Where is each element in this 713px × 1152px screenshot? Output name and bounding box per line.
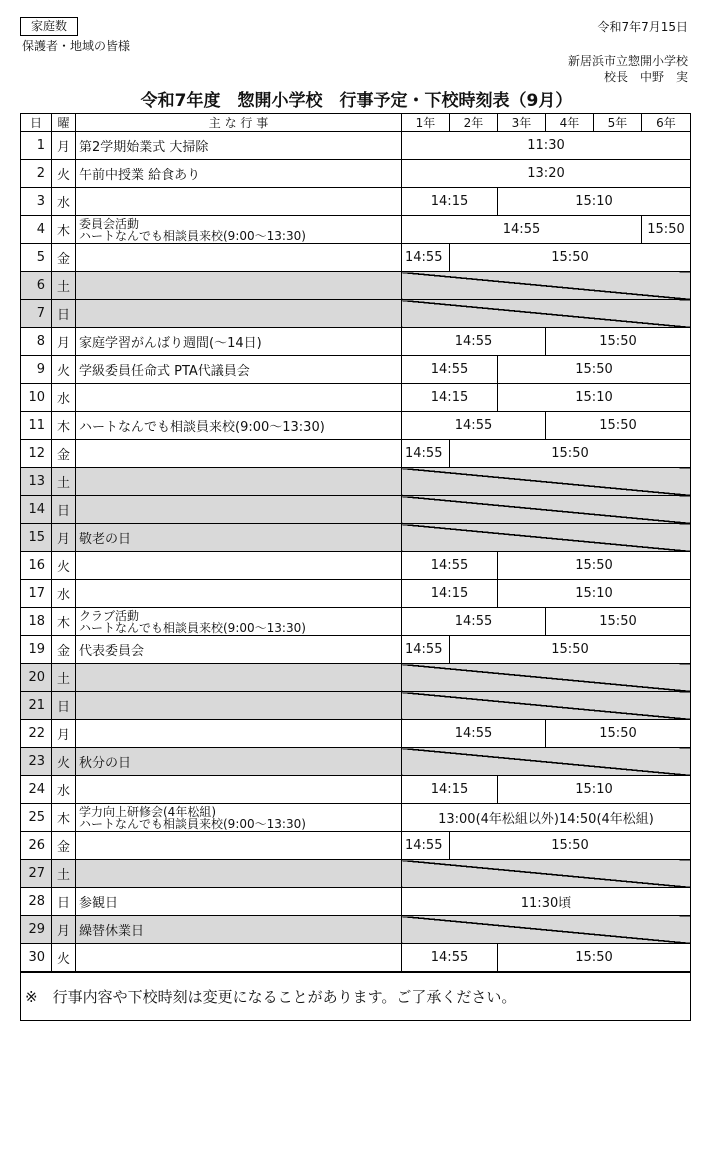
dismissal-time-cell: 14:55 bbox=[402, 356, 498, 384]
dismissal-time-cell: 14:55 bbox=[402, 412, 546, 440]
weekday-cell: 火 bbox=[52, 552, 76, 580]
day-cell: 26 bbox=[21, 832, 52, 860]
col-header-grade-6: 6年 bbox=[642, 114, 691, 132]
col-header-grade-4: 4年 bbox=[546, 114, 594, 132]
dismissal-time-cell: 13:00(4年松組以外)14:50(4年松組) bbox=[402, 804, 691, 832]
table-row bbox=[21, 412, 691, 440]
event-cell bbox=[76, 804, 402, 832]
dismissal-time-cell: 15:10 bbox=[498, 188, 691, 216]
day-cell: 20 bbox=[21, 664, 52, 692]
table-row bbox=[21, 188, 691, 216]
dismissal-time-cell: 15:50 bbox=[450, 832, 691, 860]
dismissal-time-cell: 15:50 bbox=[546, 608, 691, 636]
dismissal-time-cell: 11:30 bbox=[402, 132, 691, 160]
table-row bbox=[21, 244, 691, 272]
dismissal-time-cell: 14:55 bbox=[402, 552, 498, 580]
weekday-cell: 金 bbox=[52, 636, 76, 664]
no-school-slash bbox=[402, 664, 691, 692]
col-header-grade-3: 3年 bbox=[498, 114, 546, 132]
weekday-cell: 火 bbox=[52, 160, 76, 188]
day-cell: 29 bbox=[21, 916, 52, 944]
dismissal-time-cell: 14:55 bbox=[402, 608, 546, 636]
table-row bbox=[21, 888, 691, 916]
day-cell: 25 bbox=[21, 804, 52, 832]
event-text: ハートなんでも相談員来校(9:00～13:30) bbox=[79, 228, 306, 243]
day-cell: 23 bbox=[21, 748, 52, 776]
table-row bbox=[21, 132, 691, 160]
dismissal-time-cell: 14:55 bbox=[402, 328, 546, 356]
weekday-cell: 木 bbox=[52, 608, 76, 636]
col-header-grade-1: 1年 bbox=[402, 114, 450, 132]
event-cell bbox=[76, 916, 402, 944]
dismissal-time-cell: 14:15 bbox=[402, 384, 498, 412]
table-row bbox=[21, 496, 691, 524]
event-text: 敬老の日 bbox=[79, 532, 132, 547]
event-cell bbox=[76, 356, 402, 384]
weekday-cell: 土 bbox=[52, 468, 76, 496]
day-cell: 30 bbox=[21, 944, 52, 973]
weekday-cell: 月 bbox=[52, 720, 76, 748]
table-row bbox=[21, 860, 691, 888]
dismissal-time-cell: 15:10 bbox=[498, 776, 691, 804]
table-row bbox=[21, 552, 691, 580]
table-row bbox=[21, 664, 691, 692]
dismissal-time-cell: 15:50 bbox=[498, 944, 691, 973]
household-count-label: 家庭数 bbox=[20, 17, 78, 36]
weekday-cell: 火 bbox=[52, 356, 76, 384]
event-cell bbox=[76, 300, 402, 328]
day-cell: 27 bbox=[21, 860, 52, 888]
event-text: 参観日 bbox=[79, 896, 119, 911]
event-cell bbox=[76, 776, 402, 804]
weekday-cell: 水 bbox=[52, 384, 76, 412]
col-header-events: 主 な 行 事 bbox=[76, 114, 402, 132]
table-row bbox=[21, 748, 691, 776]
table-row bbox=[21, 356, 691, 384]
dismissal-time-cell: 14:55 bbox=[402, 244, 450, 272]
document-title: 令和7年度 惣開小学校 行事予定・下校時刻表（9月） bbox=[140, 91, 573, 111]
day-cell: 7 bbox=[21, 300, 52, 328]
event-cell bbox=[76, 412, 402, 440]
table-row bbox=[21, 720, 691, 748]
event-cell bbox=[76, 944, 402, 973]
dismissal-time-cell: 15:50 bbox=[546, 720, 691, 748]
no-school-slash bbox=[402, 692, 691, 720]
table-row bbox=[21, 440, 691, 468]
table-row bbox=[21, 608, 691, 636]
day-cell: 22 bbox=[21, 720, 52, 748]
event-text: ハートなんでも相談員来校(9:00～13:30) bbox=[79, 620, 306, 635]
event-cell bbox=[76, 580, 402, 608]
no-school-slash bbox=[402, 916, 691, 944]
event-cell bbox=[76, 524, 402, 552]
event-cell bbox=[76, 720, 402, 748]
day-cell: 2 bbox=[21, 160, 52, 188]
table-row bbox=[21, 916, 691, 944]
event-cell bbox=[76, 132, 402, 160]
event-text: ハートなんでも相談員来校(9:00～13:30) bbox=[79, 816, 306, 831]
dismissal-time-cell: 14:55 bbox=[402, 720, 546, 748]
day-cell: 10 bbox=[21, 384, 52, 412]
issue-date: 令和7年7月15日 bbox=[597, 20, 688, 34]
event-cell bbox=[76, 636, 402, 664]
event-cell bbox=[76, 272, 402, 300]
day-cell: 6 bbox=[21, 272, 52, 300]
event-cell bbox=[76, 692, 402, 720]
event-cell bbox=[76, 608, 402, 636]
footnote: ※ 行事内容や下校時刻は変更になることがあります。ご了承ください。 bbox=[21, 972, 691, 1021]
day-cell: 16 bbox=[21, 552, 52, 580]
table-row bbox=[21, 216, 691, 244]
event-text: ハートなんでも相談員来校(9:00～13:30) bbox=[79, 420, 325, 435]
dismissal-time-cell: 14:55 bbox=[402, 944, 498, 973]
table-row bbox=[21, 328, 691, 356]
event-cell bbox=[76, 384, 402, 412]
recipient-line: 保護者・地域の皆様 bbox=[22, 39, 131, 53]
event-text: 代表委員会 bbox=[79, 644, 145, 659]
weekday-cell: 木 bbox=[52, 412, 76, 440]
weekday-cell: 金 bbox=[52, 244, 76, 272]
weekday-cell: 日 bbox=[52, 496, 76, 524]
weekday-cell: 金 bbox=[52, 440, 76, 468]
col-header-weekday: 曜 bbox=[52, 114, 76, 132]
col-header-grade-5: 5年 bbox=[594, 114, 642, 132]
event-text: 学級委員任命式 PTA代議員会 bbox=[79, 364, 250, 379]
table-row bbox=[21, 692, 691, 720]
dismissal-time-cell: 14:55 bbox=[402, 216, 642, 244]
weekday-cell: 火 bbox=[52, 944, 76, 973]
event-cell bbox=[76, 468, 402, 496]
day-cell: 14 bbox=[21, 496, 52, 524]
day-cell: 8 bbox=[21, 328, 52, 356]
event-cell bbox=[76, 160, 402, 188]
weekday-cell: 日 bbox=[52, 300, 76, 328]
header-row bbox=[21, 114, 691, 132]
dismissal-time-cell: 15:50 bbox=[642, 216, 691, 244]
event-cell bbox=[76, 664, 402, 692]
dismissal-time-cell: 13:20 bbox=[402, 160, 691, 188]
dismissal-time-cell: 14:55 bbox=[402, 636, 450, 664]
event-cell bbox=[76, 328, 402, 356]
day-cell: 21 bbox=[21, 692, 52, 720]
table-row bbox=[21, 384, 691, 412]
weekday-cell: 木 bbox=[52, 804, 76, 832]
weekday-cell: 木 bbox=[52, 216, 76, 244]
weekday-cell: 月 bbox=[52, 916, 76, 944]
no-school-slash bbox=[402, 496, 691, 524]
table-row bbox=[21, 160, 691, 188]
dismissal-time-cell: 14:55 bbox=[402, 440, 450, 468]
table-row bbox=[21, 580, 691, 608]
dismissal-time-cell: 15:50 bbox=[546, 412, 691, 440]
weekday-cell: 火 bbox=[52, 748, 76, 776]
weekday-cell: 土 bbox=[52, 860, 76, 888]
dismissal-time-cell: 15:50 bbox=[450, 636, 691, 664]
day-cell: 19 bbox=[21, 636, 52, 664]
event-text: 委員会活動 bbox=[79, 216, 140, 231]
event-cell bbox=[76, 216, 402, 244]
event-cell bbox=[76, 552, 402, 580]
no-school-slash bbox=[402, 524, 691, 552]
table-row bbox=[21, 468, 691, 496]
day-cell: 9 bbox=[21, 356, 52, 384]
day-cell: 13 bbox=[21, 468, 52, 496]
event-cell bbox=[76, 860, 402, 888]
weekday-cell: 水 bbox=[52, 580, 76, 608]
table-row bbox=[21, 804, 691, 832]
event-text: 繰替休業日 bbox=[79, 924, 145, 939]
no-school-slash bbox=[402, 748, 691, 776]
event-cell bbox=[76, 440, 402, 468]
school-name: 新居浜市立惣開小学校 bbox=[567, 54, 688, 68]
day-cell: 5 bbox=[21, 244, 52, 272]
table-row bbox=[21, 636, 691, 664]
col-header-grade-2: 2年 bbox=[450, 114, 498, 132]
dismissal-time-cell: 15:50 bbox=[450, 244, 691, 272]
day-cell: 17 bbox=[21, 580, 52, 608]
weekday-cell: 日 bbox=[52, 888, 76, 916]
day-cell: 11 bbox=[21, 412, 52, 440]
schedule-table bbox=[20, 113, 691, 1021]
dismissal-time-cell: 15:50 bbox=[498, 552, 691, 580]
event-cell bbox=[76, 188, 402, 216]
weekday-cell: 日 bbox=[52, 692, 76, 720]
table-row bbox=[21, 300, 691, 328]
event-text: 学力向上研修会(4年松組) bbox=[79, 804, 216, 819]
event-text: 午前中授業 給食あり bbox=[79, 168, 201, 183]
weekday-cell: 土 bbox=[52, 664, 76, 692]
table-row bbox=[21, 832, 691, 860]
day-cell: 4 bbox=[21, 216, 52, 244]
event-text: 秋分の日 bbox=[79, 756, 132, 771]
event-cell bbox=[76, 496, 402, 524]
table-row bbox=[21, 272, 691, 300]
dismissal-time-cell: 15:50 bbox=[450, 440, 691, 468]
event-cell bbox=[76, 748, 402, 776]
weekday-cell: 金 bbox=[52, 832, 76, 860]
dismissal-time-cell: 14:15 bbox=[402, 188, 498, 216]
dismissal-time-cell: 11:30頃 bbox=[402, 888, 691, 916]
dismissal-time-cell: 14:15 bbox=[402, 580, 498, 608]
table-row bbox=[21, 776, 691, 804]
weekday-cell: 土 bbox=[52, 272, 76, 300]
day-cell: 1 bbox=[21, 132, 52, 160]
event-cell bbox=[76, 888, 402, 916]
day-cell: 24 bbox=[21, 776, 52, 804]
col-header-day: 日 bbox=[21, 114, 52, 132]
day-cell: 3 bbox=[21, 188, 52, 216]
weekday-cell: 水 bbox=[52, 188, 76, 216]
no-school-slash bbox=[402, 860, 691, 888]
table-row bbox=[21, 944, 691, 973]
day-cell: 12 bbox=[21, 440, 52, 468]
weekday-cell: 水 bbox=[52, 776, 76, 804]
day-cell: 18 bbox=[21, 608, 52, 636]
dismissal-time-cell: 14:15 bbox=[402, 776, 498, 804]
event-cell bbox=[76, 244, 402, 272]
dismissal-time-cell: 14:55 bbox=[402, 832, 450, 860]
dismissal-time-cell: 15:10 bbox=[498, 580, 691, 608]
day-cell: 28 bbox=[21, 888, 52, 916]
weekday-cell: 月 bbox=[52, 328, 76, 356]
dismissal-time-cell: 15:10 bbox=[498, 384, 691, 412]
event-text: クラブ活動 bbox=[79, 608, 140, 623]
dismissal-time-cell: 15:50 bbox=[546, 328, 691, 356]
no-school-slash bbox=[402, 272, 691, 300]
dismissal-time-cell: 15:50 bbox=[498, 356, 691, 384]
event-text: 第2学期始業式 大掃除 bbox=[79, 140, 209, 155]
no-school-slash bbox=[402, 468, 691, 496]
table-row bbox=[21, 524, 691, 552]
weekday-cell: 月 bbox=[52, 524, 76, 552]
day-cell: 15 bbox=[21, 524, 52, 552]
event-cell bbox=[76, 832, 402, 860]
no-school-slash bbox=[402, 300, 691, 328]
weekday-cell: 月 bbox=[52, 132, 76, 160]
principal-name: 校長 中野 実 bbox=[603, 70, 688, 84]
event-text: 家庭学習がんばり週間(～14日) bbox=[79, 336, 262, 351]
